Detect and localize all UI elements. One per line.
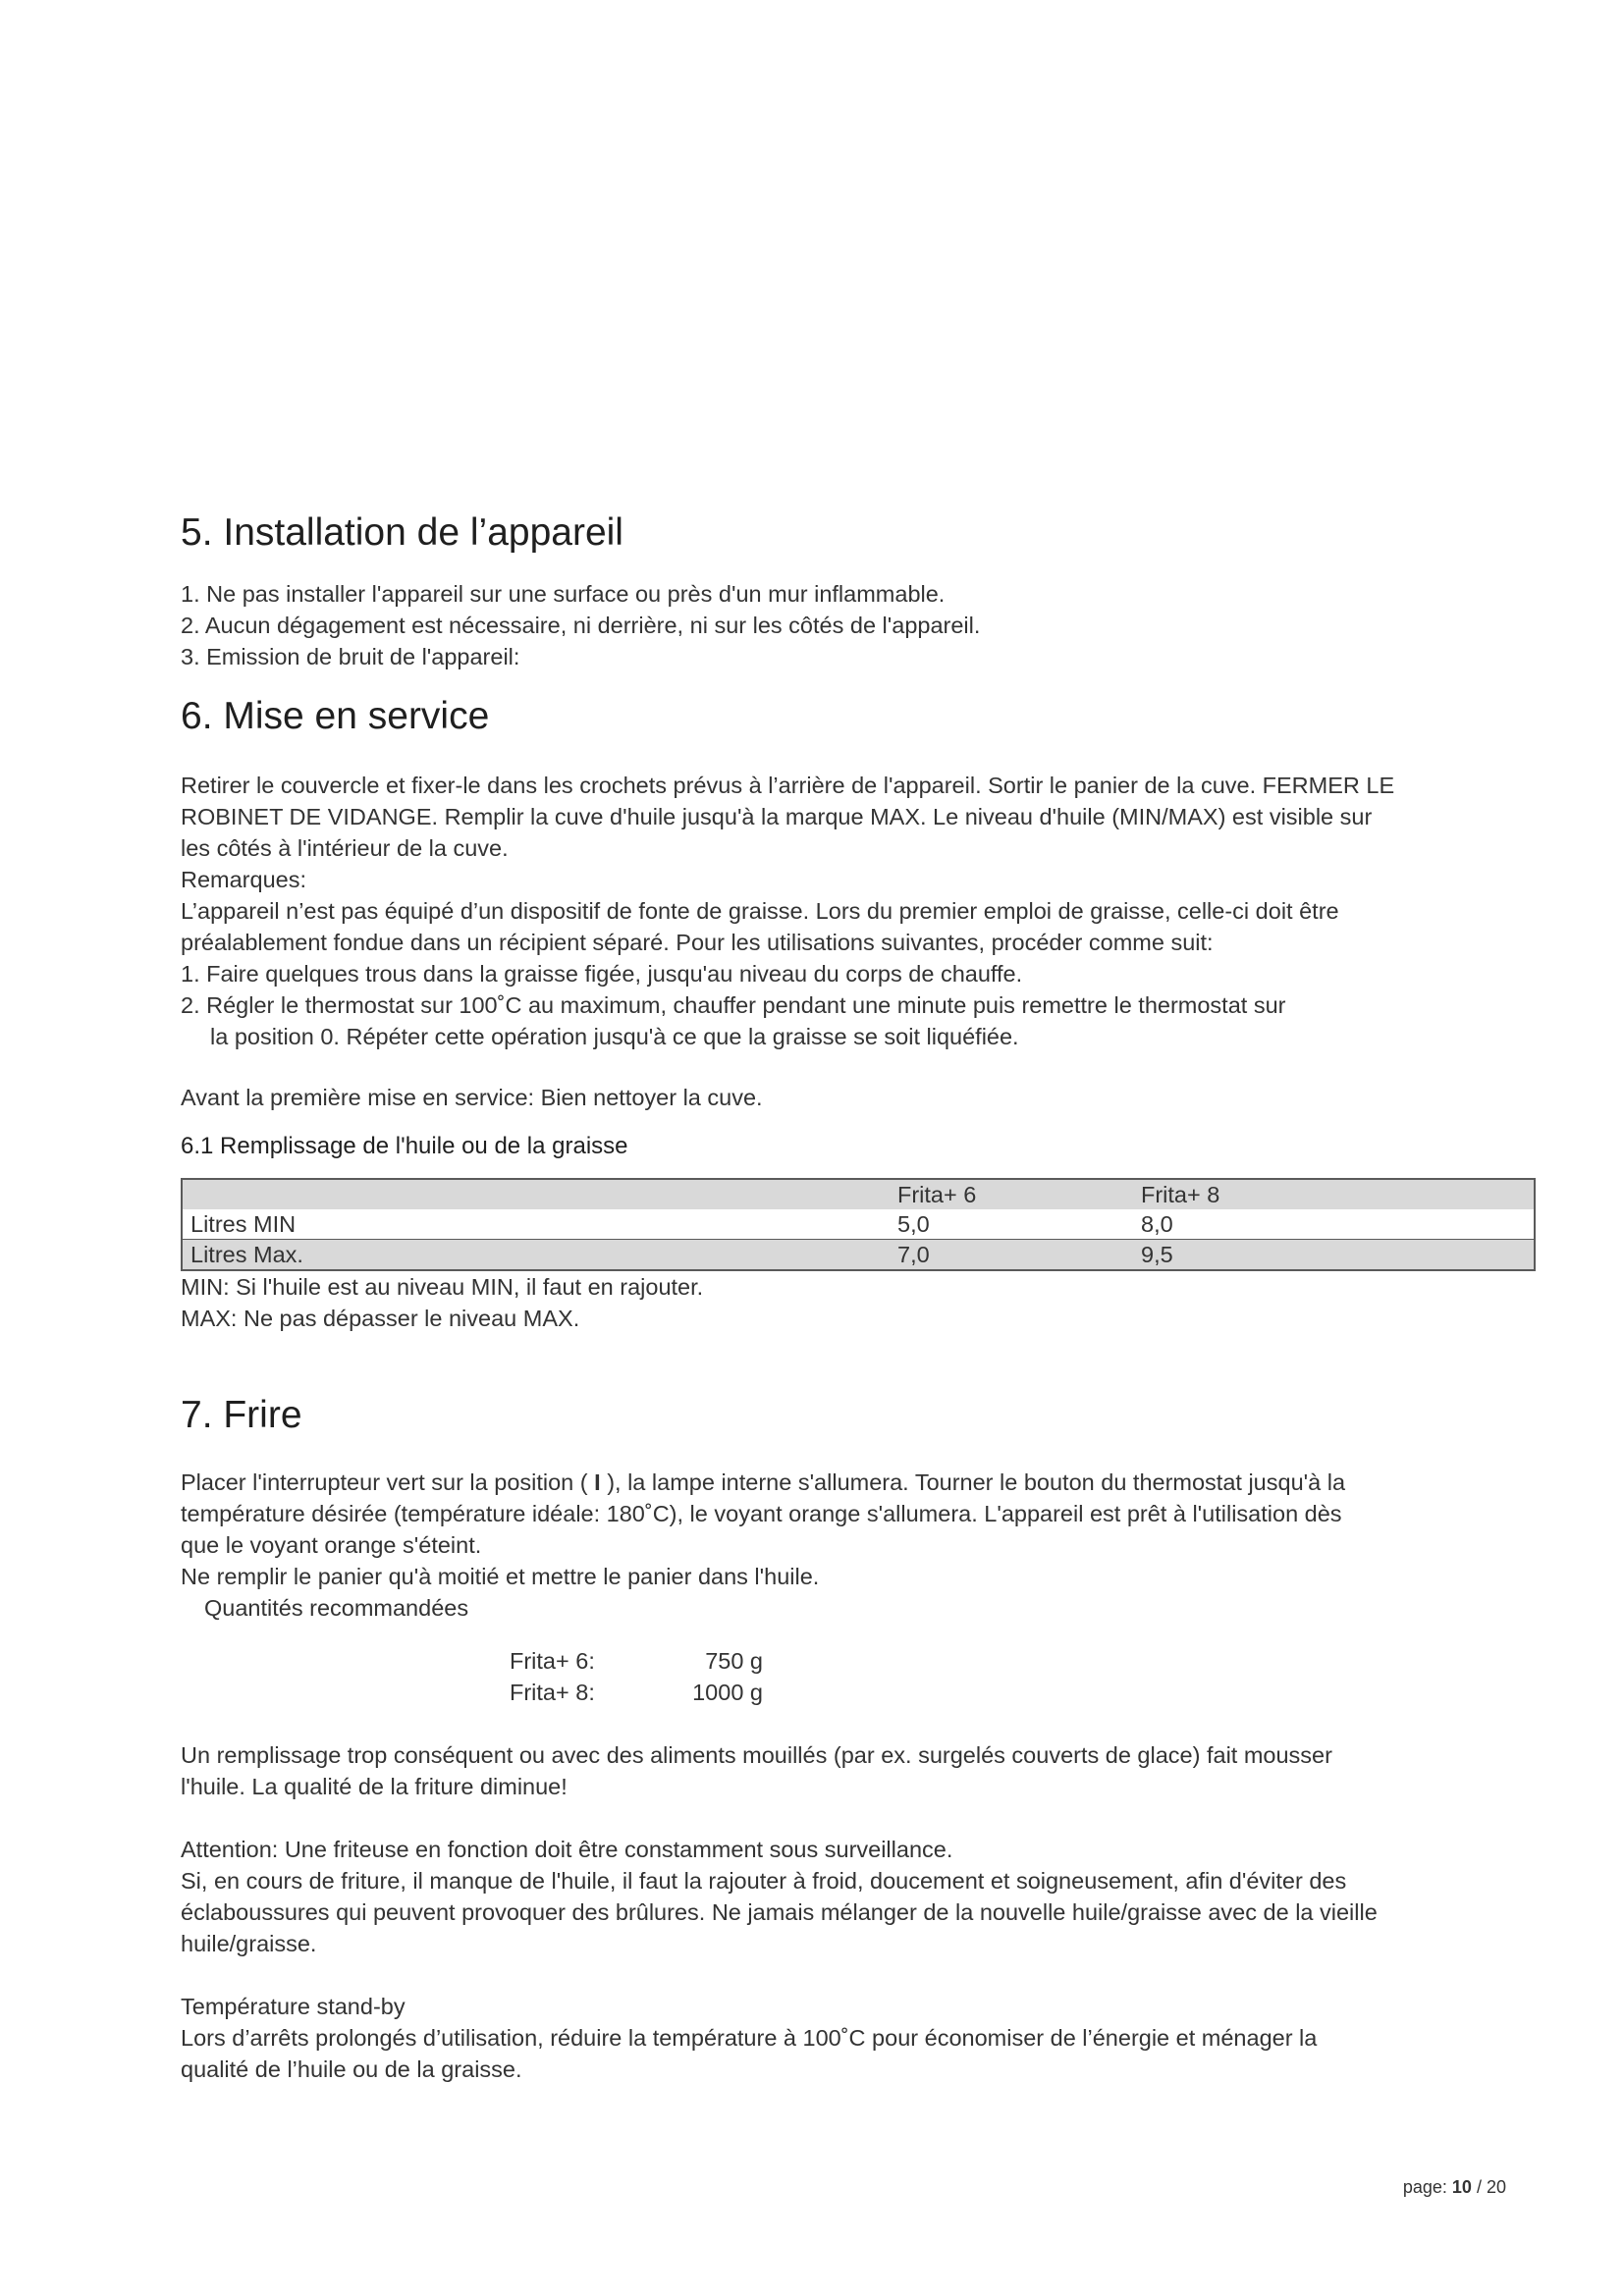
- paragraph-line: Lors d’arrêts prolongés d’utilisation, réduire la température à 100˚C pour économiser de l’énergie et ménager la: [181, 2025, 1318, 2052]
- table-cell: Litres Max.: [182, 1240, 890, 1271]
- table-header-row: [182, 1179, 1535, 1209]
- table-header-cell: Frita+ 6: [890, 1179, 1133, 1209]
- paragraph-line: éclaboussures qui peuvent provoquer des brûlures. Ne jamais mélanger de la nouvelle huile/graisse avec de la vieille: [181, 1899, 1378, 1926]
- table-cell: 5,0: [890, 1209, 1133, 1240]
- page-separator: /: [1476, 2177, 1482, 2197]
- page-current: 10: [1451, 2177, 1472, 2197]
- table-cell: 8,0: [1133, 1209, 1535, 1240]
- paragraph-line: Ne remplir le panier qu'à moitié et mettre le panier dans l'huile.: [181, 1564, 820, 1590]
- step-item: 1. Faire quelques trous dans la graisse figée, jusqu'au niveau du corps de chauffe.: [181, 960, 1023, 987]
- paragraph-line: que le voyant orange s'éteint.: [181, 1532, 482, 1559]
- quantities-table: [510, 1645, 763, 1708]
- table-cell: 7,0: [890, 1240, 1133, 1271]
- section-6-body: [181, 770, 1536, 1113]
- table-cell: 750 g: [705, 1648, 763, 1675]
- paragraph-line: Si, en cours de friture, il manque de l'huile, il faut la rajouter à froid, doucement et soigneusement, afin d'éviter des: [181, 1868, 1347, 1895]
- paragraph-line: Attention: Une friteuse en fonction doit être constamment sous surveillance.: [181, 1837, 953, 1863]
- section-5-title: 5. Installation de l’appareil: [181, 511, 623, 554]
- switch-symbol: I: [594, 1469, 601, 1496]
- section-7-body: [181, 1467, 1536, 2085]
- table-header-cell: [182, 1179, 890, 1209]
- page-total: 20: [1486, 2177, 1506, 2197]
- paragraph-line: préalablement fondue dans un récipient séparé. Pour les utilisations suivantes, procéder comme suit:: [181, 929, 1214, 955]
- remarks-label: Remarques:: [181, 866, 306, 892]
- step-continuation: la position 0. Répéter cette opération jusqu'à ce que la graisse se soit liquéfiée.: [210, 1023, 1019, 1049]
- paragraph-line: [181, 1467, 1536, 1498]
- table-row: [510, 1645, 763, 1677]
- table-cell: Frita+ 6:: [510, 1648, 595, 1675]
- list-item: 3. Emission de bruit de l'appareil:: [181, 643, 520, 669]
- page-content: [181, 510, 1536, 2085]
- text-span: ), la lampe interne s'allumera. Tourner le bouton du thermostat jusqu'à la: [607, 1469, 1346, 1496]
- oil-fill-table: [181, 1178, 1536, 1271]
- section-7-title: 7. Frire: [181, 1394, 302, 1437]
- paragraph-line: température désirée (température idéale: 180˚C), le voyant orange s'allumera. L'appareil est prêt à l'utilisation dès: [181, 1501, 1342, 1527]
- quantities-label: Quantités recommandées: [204, 1595, 469, 1622]
- note-max: MAX: Ne pas dépasser le niveau MAX.: [181, 1306, 580, 1332]
- section-6-title: 6. Mise en service: [181, 694, 490, 737]
- installation-list: [181, 578, 1536, 672]
- table-header-cell: Frita+ 8: [1133, 1179, 1535, 1209]
- table-cell: 9,5: [1133, 1240, 1535, 1271]
- before-first-use: Avant la première mise en service: Bien nettoyer la cuve.: [181, 1084, 763, 1110]
- page-label: page:: [1402, 2177, 1447, 2197]
- text-span: Placer l'interrupteur vert sur la position (: [181, 1469, 588, 1496]
- paragraph-line: L’appareil n’est pas équipé d’un dispositif de fonte de graisse. Lors du premier emploi de graisse, celle-ci doit être: [181, 897, 1339, 924]
- list-item: 2. Aucun dégagement est nécessaire, ni derrière, ni sur les côtés de l'appareil.: [181, 612, 981, 638]
- paragraph-line: qualité de l’huile ou de la graisse.: [181, 2056, 522, 2083]
- paragraph-line: Retirer le couvercle et fixer-le dans les crochets prévus à l’arrière de l'appareil. Sortir le panier de la cuve. FERMER LE: [181, 772, 1395, 798]
- paragraph-line: les côtés à l'intérieur de la cuve.: [181, 834, 509, 861]
- table-cell: 1000 g: [692, 1680, 763, 1706]
- table-cell: Litres MIN: [182, 1209, 890, 1240]
- paragraph-line: Un remplissage trop conséquent ou avec des aliments mouillés (par ex. surgelés couverts de glace) fait mousser: [181, 1742, 1332, 1769]
- table-row: [510, 1677, 763, 1708]
- paragraph-line: ROBINET DE VIDANGE. Remplir la cuve d'huile jusqu'à la marque MAX. Le niveau d'huile (MIN/MAX) est visible sur: [181, 803, 1373, 829]
- table-row: [182, 1209, 1535, 1240]
- step-item: 2. Régler le thermostat sur 100˚C au maximum, chauffer pendant une minute puis remettre le thermostat sur: [181, 991, 1286, 1018]
- page-number: [1403, 2177, 1506, 2198]
- standby-label: Température stand-by: [181, 1994, 406, 2020]
- section-6-1-title: 6.1 Remplissage de l'huile ou de la graisse: [181, 1132, 628, 1159]
- paragraph-line: l'huile. La qualité de la friture diminue!: [181, 1774, 568, 1800]
- table-row: [182, 1240, 1535, 1271]
- list-item: 1. Ne pas installer l'appareil sur une surface ou près d'un mur inflammable.: [181, 580, 946, 607]
- paragraph-line: huile/graisse.: [181, 1931, 317, 1957]
- note-min: MIN: Si l'huile est au niveau MIN, il faut en rajouter.: [181, 1274, 704, 1301]
- table-cell: Frita+ 8:: [510, 1680, 595, 1706]
